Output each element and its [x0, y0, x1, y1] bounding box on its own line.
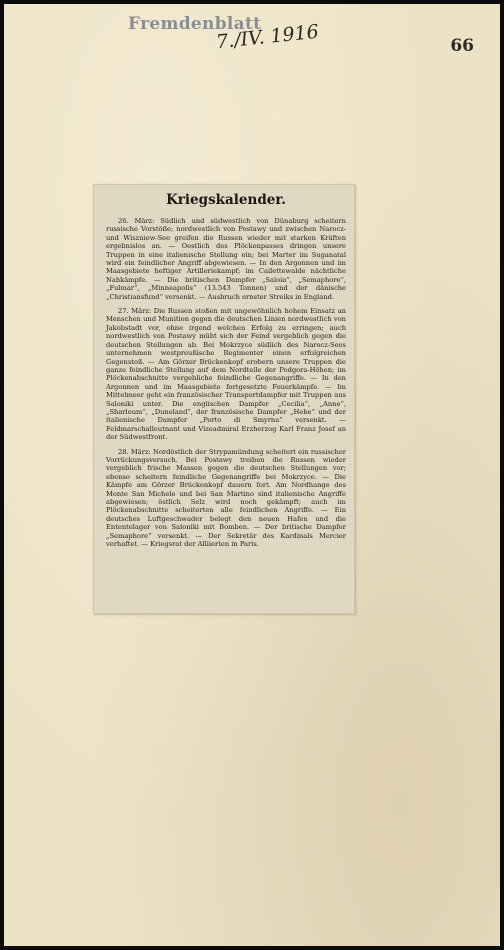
source-stamp: Fremdenblatt — [128, 14, 262, 34]
newspaper-clipping — [93, 184, 355, 614]
entry-march-26: 26. März: Südlich und südwestlich von Dünaburg scheitern russische Vorstöße; nordwestlich von Postawy und zwischen Narocz- und Wiszniew-See greifen die Russen wieder mit starken Kräften ergebnislos an. — Oestlich des Plöckenpasses dringen unsere Truppen in eine italienische Stellung ein; bei Marter im Suganatal wird ein feindlicher Angriff abgewiesen. — In den Argonnen und im Maasgebiete heftiger Artilleriekampf; im Cailettewalde nächtliche Nahkämpfe. — Die britischen Dampfer „Saloia“, „Semaphore“, „Fulmar“, „Minneapolis“ (13.543 Tonnen) und der dänische „Christiansfund“ versenkt. — Ausbruch ernster Streiks in England. — [106, 217, 346, 301]
entry-march-27: 27. März: Die Russen stoßen mit ungewöhnlich hohem Einsatz an Menschen und Munition gegen die deutschen Linien nordwestlich von Jakobstadt vor, ohne irgend welchen Erfolg zu erringen; auch nordwestlich von Postawy müht sich der Feind vergeblich gegen die deutschen Stellungen ab. Bei Mokrzyce südlich des Narocz-Sees unternehmen westpreußische Regimenter einen erfolgreichen Gegenstoß. — Am Görzer Brückenkopf erobern unsere Truppen die ganze feindliche Stellung auf dem Nordteile der Podgora-Höhen; im Plöckenabschnitte vergebliche feindliche Gegenangriffe. — In den Argonnen und im Maasgebiete fortgesetzte Feuerkämpfe. — Im Mittelmeer geht ein französischer Transportdampfer mit Truppen aus Saloniki unter. Die englischen Dampfer „Cecilia“, „Anne“, „Sharloum“, „Duneland“, der französische Dampfer „Hebe“ und der italienische Dampfer „Porto di Smyrna“ versenkt. — Feldmarschalleutnant und Vizeadmiral Erzherzog Karl Franz Josef an der Südwestfront. — [106, 307, 346, 442]
handwritten-date: 7./IV. 1916 — [215, 20, 320, 54]
clipping-title: Kriegskalender. — [166, 192, 286, 208]
entry-march-28: 28. März: Nordöstlich der Strypamündung scheitert ein russischer Vorrückungsversuch. Bei Postawy treiben die Russen wieder vergeblich frische Massen gegen die deutschen Stellungen vor; ebenso scheitern feindliche Gegenangriffe bei Mokrzyce. — Die Kämpfe am Görzer Brückenkopf dauern fort. Am Nordhange des Monte San Michele und bei San Martino sind italienische Angriffe abgewiesen; östlich Selz wird noch gekämpft; auch im Plöckenabschnitte scheiterten alle feindlichen Angriffe. — Ein deutsches Luftgeschwader belegt den neuen Hafen und die Ententelager von Saloniki mit Bomben. — Der britische Dampfer „Semaphore“ versenkt. — Der Sekretär des Kardinals Mercier verhaftet. — Kriegsrat der Alliierten in Paris. — [106, 447, 346, 549]
page-number: 66 — [450, 36, 474, 56]
archive-sheet — [4, 4, 500, 946]
